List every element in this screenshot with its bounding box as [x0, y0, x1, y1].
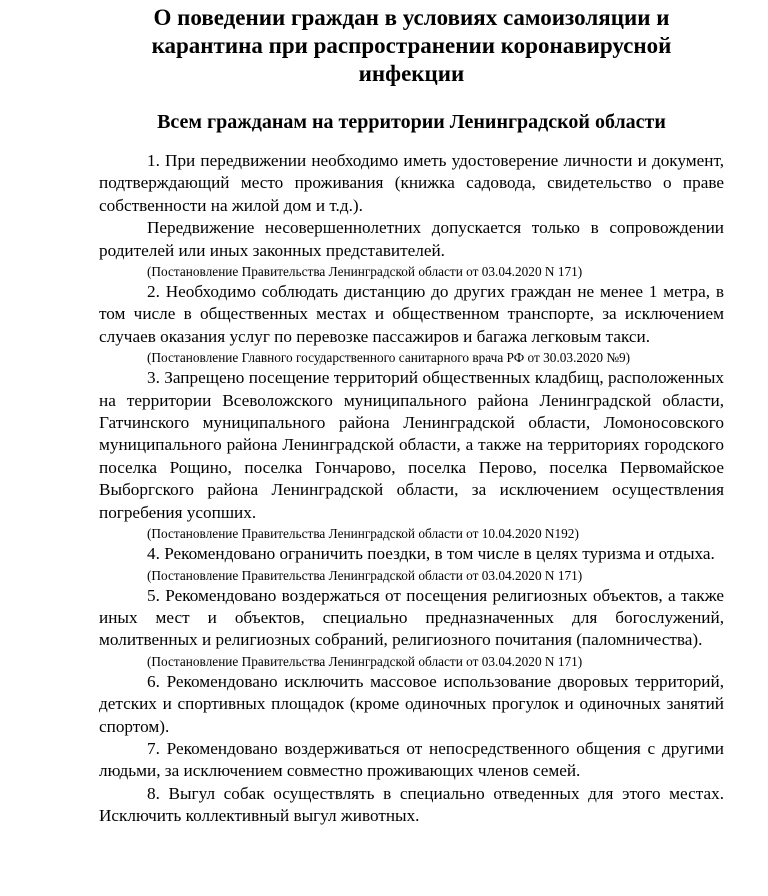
paragraph-1-minors: Передвижение несовершеннолетних допускается только в сопровождении родителей или иных законных представителей.	[99, 218, 724, 260]
source-citation-3: (Постановление Правительства Ленинградской области от 10.04.2020 N192)	[147, 526, 579, 542]
paragraph-8: 8. Выгул собак осуществлять в специально отведенных для этого местах. Исключить коллективный выгул животных.	[99, 783, 724, 826]
source-citation-2: (Постановление Главного государственного санитарного врача РФ от 30.03.2020 №9)	[147, 350, 631, 366]
source-citation-5: (Постановление Правительства Ленинградской области от 03.04.2020 N 171)	[147, 653, 583, 669]
document-subtitle: Всем гражданам на территории Ленинградской области	[157, 111, 666, 133]
paragraph-4: 4. Рекомендовано ограничить поездки, в том числе в целях туризма и отдыха.	[147, 544, 715, 564]
paragraph-2: 2. Необходимо соблюдать дистанцию до других граждан не менее 1 метра, в том числе в общественных местах и общественном транспорте, за исключением случаев оказания услуг по перевозке пассажиров и багажа легковым такси.	[99, 282, 724, 346]
paragraph-1: 1. При передвижении необходимо иметь удостоверение личности и документ, подтверждающий место проживания (книжка садовода, свидетельство о праве собственности на жилой дом и т.д.).	[99, 151, 724, 215]
paragraph-6: 6. Рекомендовано исключить массовое использование дворовых территорий, детских и спортивных площадок (кроме одиночных прогулок и одиночных занятий спортом).	[99, 671, 724, 736]
paragraph-7: 7. Рекомендовано воздерживаться от непосредственного общения с другими людьми, за исключением совместно проживающих членов семей.	[99, 738, 724, 781]
paragraph-3: 3. Запрещено посещение территорий общественных кладбищ, расположенных на территории Всеволожского муниципального района Ленинградской области, Гатчинского муниципального района Ленинградской области, Ломоносовского муниципального района Ленинградской области, а также на территориях городского поселка Рощино, поселка Гончарово, поселка Перово, поселка Первомайское Выборгского района Ленинградской области, за исключением осуществления погребения усопших.	[99, 368, 724, 522]
source-citation-4: (Постановление Правительства Ленинградской области от 03.04.2020 N 171)	[147, 567, 583, 583]
document-title: О поведении граждан в условиях самоизоляции и карантина при распространении коронавирусной инфекции	[151, 5, 672, 86]
paragraph-5: 5. Рекомендовано воздержаться от посещения религиозных объектов, а также иных мест и объектов, специально предназначенных для богослужений, молитвенных и религиозных собраний, религиозного почитания (паломничества).	[99, 585, 724, 650]
source-citation-1: (Постановление Правительства Ленинградской области от 03.04.2020 N 171)	[147, 264, 583, 280]
